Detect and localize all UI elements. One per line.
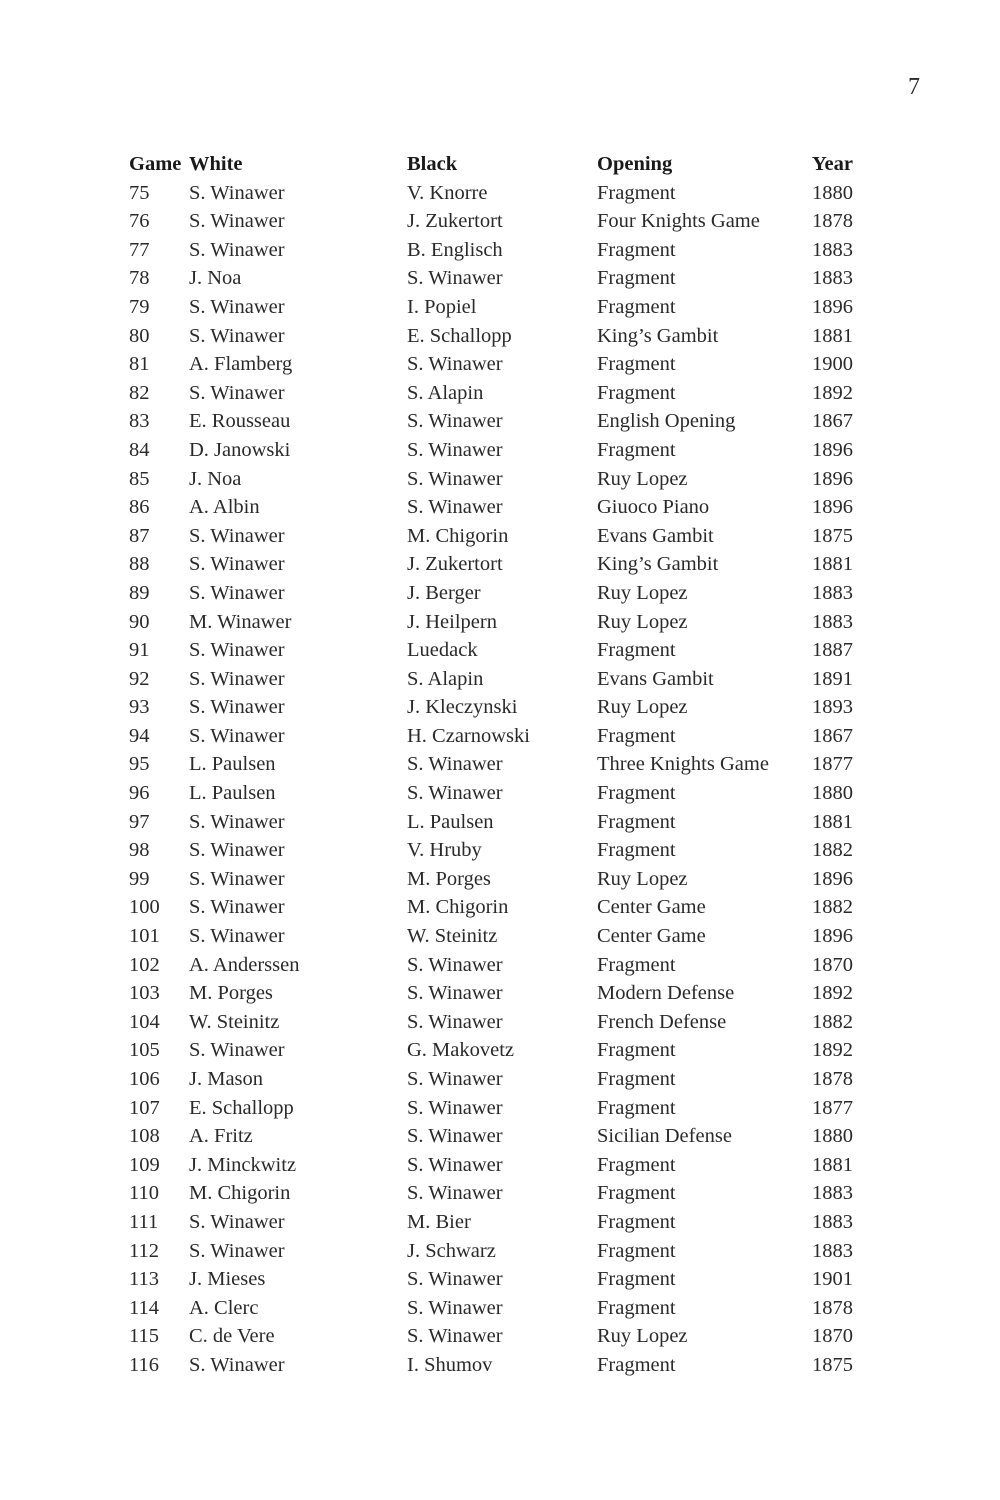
white-player-cell: A. Anderssen [189,953,300,976]
table-row [129,1208,872,1237]
white-player-cell: L. Paulsen [189,782,276,805]
game-number-cell: 77 [129,238,150,261]
table-row [129,1036,872,1065]
year-cell: 1881 [812,1153,853,1176]
black-player-cell: J. Zukertort [407,210,503,233]
table-row [129,550,872,579]
table-row [129,1094,872,1123]
game-number-cell: 99 [129,867,150,890]
opening-cell: Fragment [597,1096,676,1119]
table-row [129,1151,872,1180]
game-number-cell: 87 [129,524,150,547]
white-player-cell: S. Winawer [189,581,285,604]
year-cell: 1882 [812,1010,853,1033]
game-number-cell: 93 [129,696,150,719]
opening-cell: Fragment [597,438,676,461]
opening-cell: Fragment [597,639,676,662]
opening-cell: Fragment [597,1268,676,1291]
opening-cell: Fragment [597,1353,676,1376]
table-row [129,465,872,494]
opening-cell: Fragment [597,1296,676,1319]
year-cell: 1880 [812,782,853,805]
table-row [129,1265,872,1294]
opening-cell: Ruy Lopez [597,1325,688,1348]
opening-cell: Fragment [597,353,676,376]
year-cell: 1883 [812,1210,853,1233]
black-player-cell: S. Winawer [407,467,503,490]
black-player-cell: S. Winawer [407,267,503,290]
year-cell: 1878 [812,1068,853,1090]
table-row [129,922,872,951]
year-cell: 1896 [812,925,853,948]
year-cell: 1878 [812,210,853,233]
black-player-cell: S. Winawer [407,953,503,976]
black-player-cell: M. Bier [407,1210,471,1233]
black-player-cell: I. Shumov [407,1353,493,1376]
year-cell: 1882 [812,896,853,919]
black-player-cell: S. Alapin [407,381,484,404]
opening-cell: Fragment [597,238,676,261]
game-number-cell: 101 [129,925,160,948]
white-player-cell: E. Rousseau [189,410,291,433]
year-cell: 1877 [812,753,853,776]
table-row [129,979,872,1008]
opening-cell: Ruy Lopez [597,610,688,633]
white-player-cell: S. Winawer [189,381,285,404]
game-number-cell: 110 [129,1182,159,1205]
table-row [129,865,872,894]
opening-cell: Fragment [597,724,676,747]
year-cell: 1896 [812,467,853,490]
opening-cell: Fragment [597,295,676,318]
white-player-cell: S. Winawer [189,324,285,347]
table-row [129,207,872,236]
year-cell: 1878 [812,1296,853,1319]
year-cell: 1880 [812,181,853,204]
game-number-cell: 103 [129,982,160,1005]
black-player-cell: J. Zukertort [407,553,503,576]
game-number-cell: 113 [129,1268,159,1291]
table-row [129,951,872,980]
white-player-cell: S. Winawer [189,1039,285,1062]
table-body [129,179,872,1380]
opening-cell: Giuoco Piano [597,496,710,519]
table-row [129,808,872,837]
black-player-cell: S. Winawer [407,1325,503,1348]
table-row [129,379,872,408]
game-number-cell: 89 [129,581,150,604]
black-player-cell: V. Knorre [407,181,488,204]
game-number-cell: 88 [129,553,150,576]
table-row [129,665,872,694]
black-player-cell: S. Winawer [407,982,503,1005]
white-player-cell: S. Winawer [189,181,285,204]
game-number-cell: 105 [129,1039,160,1062]
white-player-cell: M. Chigorin [189,1182,291,1205]
table-row [129,236,872,265]
games-table [129,150,872,1380]
black-player-cell: S. Winawer [407,1296,503,1319]
year-cell: 1867 [812,410,853,433]
table-row [129,522,872,551]
black-player-cell: L. Paulsen [407,810,494,833]
game-number-cell: 104 [129,1010,160,1033]
header-game: Game [129,153,182,175]
game-number-cell: 100 [129,896,160,919]
white-player-cell: J. Mieses [189,1268,266,1291]
game-number-cell: 109 [129,1153,160,1176]
game-number-cell: 86 [129,496,150,519]
table-row [129,1351,872,1380]
white-player-cell: S. Winawer [189,639,285,662]
header-white: White [189,153,243,175]
white-player-cell: A. Albin [189,496,260,519]
black-player-cell: V. Hruby [407,839,482,862]
white-player-cell: S. Winawer [189,724,285,747]
game-number-cell: 81 [129,353,150,376]
table-row [129,436,872,465]
black-player-cell: Luedack [407,639,478,662]
year-cell: 1883 [812,1182,853,1205]
black-player-cell: H. Czarnowski [407,724,530,747]
black-player-cell: S. Winawer [407,1182,503,1205]
black-player-cell: S. Winawer [407,353,503,376]
opening-cell: Fragment [597,953,676,976]
opening-cell: Fragment [597,381,676,404]
white-player-cell: S. Winawer [189,210,285,233]
black-player-cell: S. Winawer [407,496,503,519]
year-cell: 1892 [812,1039,853,1062]
game-number-cell: 111 [129,1210,159,1233]
opening-cell: Four Knights Game [597,210,760,233]
black-player-cell: S. Winawer [407,1125,503,1148]
table-row [129,1122,872,1151]
white-player-cell: S. Winawer [189,810,285,833]
year-cell: 1883 [812,238,853,261]
game-number-cell: 85 [129,467,150,490]
opening-cell: Three Knights Game [597,753,769,776]
black-player-cell: S. Winawer [407,438,503,461]
table-row [129,407,872,436]
black-player-cell: S. Winawer [407,1096,503,1119]
opening-cell: Fragment [597,839,676,862]
white-player-cell: L. Paulsen [189,753,276,776]
table-row [129,322,872,351]
game-number-cell: 106 [129,1068,160,1090]
opening-cell: Fragment [597,810,676,833]
table-header-row [129,150,872,179]
table-row [129,579,872,608]
opening-cell: King’s Gambit [597,324,719,347]
header-black: Black [407,153,458,175]
year-cell: 1882 [812,839,853,862]
white-player-cell: S. Winawer [189,524,285,547]
table-row [129,1065,872,1094]
table-row [129,350,872,379]
year-cell: 1892 [812,381,853,404]
year-cell: 1870 [812,1325,853,1348]
black-player-cell: J. Schwarz [407,1239,496,1262]
game-number-cell: 75 [129,181,150,204]
black-player-cell: B. Englisch [407,238,503,261]
opening-cell: Ruy Lopez [597,581,688,604]
opening-cell: Fragment [597,1039,676,1062]
white-player-cell: S. Winawer [189,238,285,261]
white-player-cell: E. Schallopp [189,1096,294,1119]
year-cell: 1891 [812,667,853,690]
opening-cell: Modern Defense [597,982,735,1005]
game-number-cell: 82 [129,381,150,404]
year-cell: 1875 [812,524,853,547]
game-number-cell: 108 [129,1125,160,1148]
game-number-cell: 96 [129,782,150,805]
black-player-cell: S. Winawer [407,753,503,776]
black-player-cell: M. Chigorin [407,524,509,547]
white-player-cell: J. Mason [189,1068,264,1090]
white-player-cell: A. Fritz [189,1125,253,1148]
black-player-cell: W. Steinitz [407,925,498,948]
year-cell: 1896 [812,496,853,519]
game-number-cell: 90 [129,610,150,633]
year-cell: 1881 [812,324,853,347]
black-player-cell: S. Winawer [407,1268,503,1291]
opening-cell: Fragment [597,1068,676,1090]
opening-cell: Fragment [597,1153,676,1176]
year-cell: 1896 [812,867,853,890]
page-number: 7 [908,74,920,100]
year-cell: 1893 [812,696,853,719]
white-player-cell: S. Winawer [189,839,285,862]
game-number-cell: 83 [129,410,150,433]
year-cell: 1883 [812,1239,853,1262]
table-row [129,893,872,922]
table-row [129,693,872,722]
game-number-cell: 76 [129,210,150,233]
table-row [129,750,872,779]
year-cell: 1896 [812,438,853,461]
table-row [129,1179,872,1208]
black-player-cell: E. Schallopp [407,324,512,347]
year-cell: 1881 [812,553,853,576]
black-player-cell: J. Berger [407,581,481,604]
white-player-cell: S. Winawer [189,1210,285,1233]
white-player-cell: S. Winawer [189,295,285,318]
game-number-cell: 80 [129,324,150,347]
year-cell: 1883 [812,267,853,290]
white-player-cell: S. Winawer [189,896,285,919]
opening-cell: Fragment [597,181,676,204]
year-cell: 1867 [812,724,853,747]
black-player-cell: I. Popiel [407,295,477,318]
white-player-cell: S. Winawer [189,925,285,948]
white-player-cell: C. de Vere [189,1325,275,1348]
black-player-cell: J. Kleczynski [407,696,518,719]
table-row [129,1322,872,1351]
game-number-cell: 92 [129,667,150,690]
table-row [129,636,872,665]
opening-cell: Fragment [597,1239,676,1262]
table-row [129,722,872,751]
game-number-cell: 91 [129,639,150,662]
white-player-cell: D. Janowski [189,438,291,461]
game-number-cell: 97 [129,810,150,833]
opening-cell: Fragment [597,1210,676,1233]
table-row [129,179,872,208]
year-cell: 1901 [812,1268,853,1291]
white-player-cell: J. Minckwitz [189,1153,297,1176]
opening-cell: Fragment [597,1182,676,1205]
header-opening: Opening [597,153,673,175]
year-cell: 1896 [812,295,853,318]
white-player-cell: S. Winawer [189,1353,285,1376]
year-cell: 1870 [812,953,853,976]
game-number-cell: 102 [129,953,160,976]
game-number-cell: 112 [129,1239,159,1262]
black-player-cell: S. Winawer [407,410,503,433]
table-row [129,1294,872,1323]
opening-cell: Evans Gambit [597,667,714,690]
year-cell: 1877 [812,1096,853,1119]
table-row [129,779,872,808]
black-player-cell: S. Alapin [407,667,484,690]
year-cell: 1892 [812,982,853,1005]
black-player-cell: S. Winawer [407,1010,503,1033]
opening-cell: French Defense [597,1010,727,1033]
table-row [129,1008,872,1037]
opening-cell: Center Game [597,925,706,948]
table-row [129,493,872,522]
white-player-cell: S. Winawer [189,867,285,890]
black-player-cell: G. Makovetz [407,1039,515,1062]
black-player-cell: M. Chigorin [407,896,509,919]
white-player-cell: S. Winawer [189,696,285,719]
white-player-cell: S. Winawer [189,553,285,576]
table-row [129,836,872,865]
game-number-cell: 79 [129,295,150,318]
opening-cell: Center Game [597,896,706,919]
year-cell: 1883 [812,610,853,633]
table-row [129,608,872,637]
opening-cell: King’s Gambit [597,553,719,576]
black-player-cell: M. Porges [407,867,491,890]
year-cell: 1880 [812,1125,853,1148]
year-cell: 1875 [812,1353,853,1376]
opening-cell: Fragment [597,267,676,290]
opening-cell: Sicilian Defense [597,1125,732,1148]
opening-cell: Ruy Lopez [597,696,688,719]
white-player-cell: J. Noa [189,467,242,490]
white-player-cell: W. Steinitz [189,1010,280,1033]
game-number-cell: 78 [129,267,150,290]
opening-cell: English Opening [597,410,736,433]
year-cell: 1900 [812,353,853,376]
game-number-cell: 95 [129,753,150,776]
white-player-cell: S. Winawer [189,1239,285,1262]
game-number-cell: 98 [129,839,150,862]
game-number-cell: 84 [129,438,150,461]
table-row [129,293,872,322]
opening-cell: Fragment [597,782,676,805]
white-player-cell: S. Winawer [189,667,285,690]
game-number-cell: 94 [129,724,150,747]
opening-cell: Ruy Lopez [597,867,688,890]
white-player-cell: J. Noa [189,267,242,290]
game-number-cell: 114 [129,1296,159,1319]
game-number-cell: 115 [129,1325,159,1348]
game-number-cell: 116 [129,1353,159,1376]
year-cell: 1881 [812,810,853,833]
year-cell: 1887 [812,639,853,662]
black-player-cell: S. Winawer [407,1068,503,1090]
black-player-cell: S. Winawer [407,782,503,805]
table-row [129,1237,872,1266]
opening-cell: Evans Gambit [597,524,714,547]
table-row [129,264,872,293]
white-player-cell: M. Winawer [189,610,292,633]
game-number-cell: 107 [129,1096,160,1119]
opening-cell: Ruy Lopez [597,467,688,490]
white-player-cell: A. Clerc [189,1296,259,1319]
white-player-cell: M. Porges [189,982,273,1005]
year-cell: 1883 [812,581,853,604]
black-player-cell: S. Winawer [407,1153,503,1176]
white-player-cell: A. Flamberg [189,353,293,376]
black-player-cell: J. Heilpern [407,610,497,633]
header-year: Year [812,153,853,175]
